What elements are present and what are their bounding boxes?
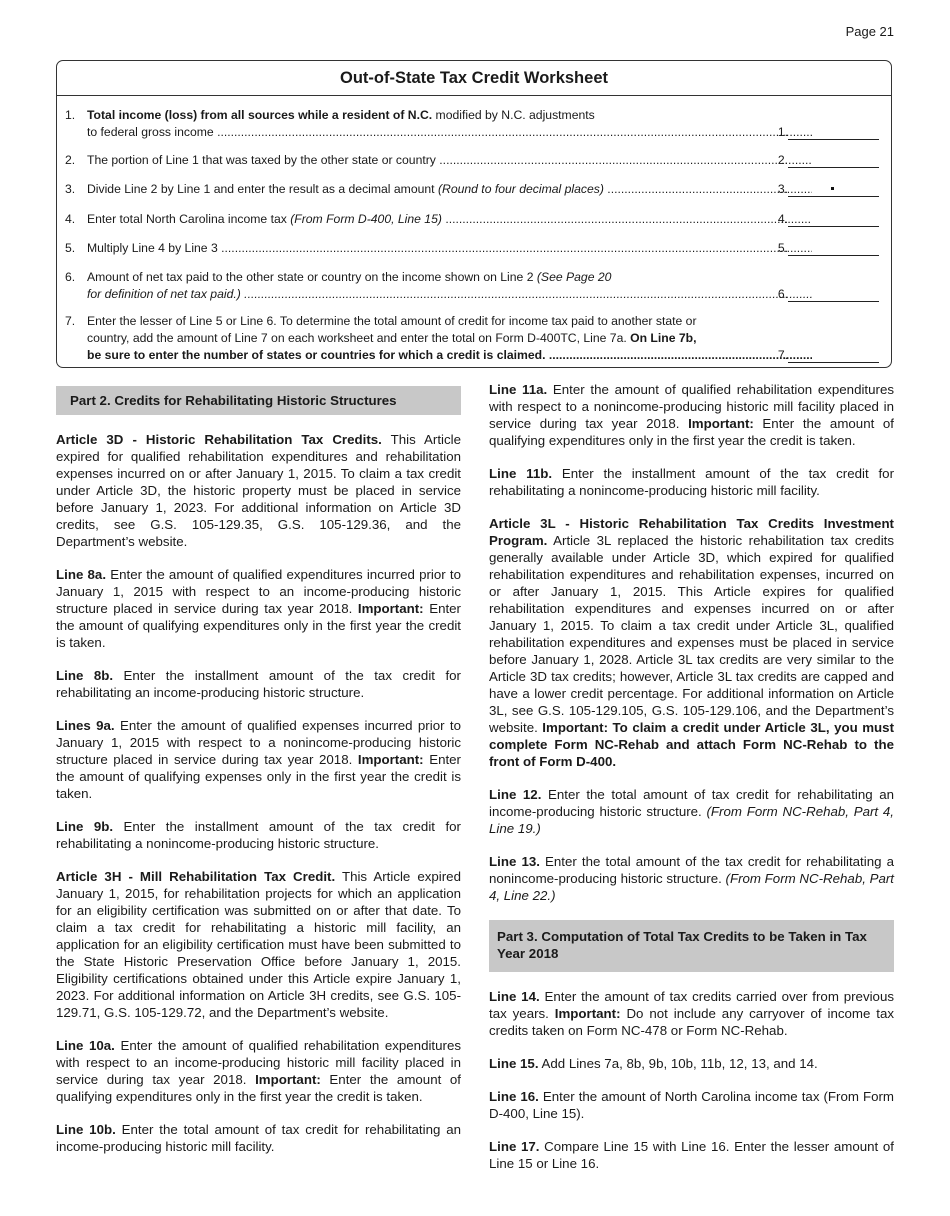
part-3-heading: Part 3. Computation of Total Tax Credits to be Taken in Tax Year 2018 — [489, 920, 894, 972]
line-text-italic: (Round to four decimal places) — [437, 182, 604, 196]
line-17-paragraph: Line 17. Compare Line 15 with Line 16. Enter the lesser amount of Line 15 or Line 16. — [489, 1139, 894, 1171]
line-number: 3. — [65, 182, 76, 196]
line-text: Amount of net tax paid to the other state or country on the income shown on Line 2 — [87, 270, 537, 284]
worksheet-title: Out-of-State Tax Credit Worksheet — [57, 61, 891, 96]
line-13-paragraph: Line 13. Enter the total amount of the tax credit for rehabilitating a nonincome-producing historic structure. (From Form NC-Rehab, Part 4, Line 22.) — [489, 854, 895, 903]
line-label: 3. — [777, 182, 788, 196]
line-text: Enter the lesser of Line 5 or Line 6. To determine the total amount of credit for income tax paid to another state or — [87, 314, 697, 328]
line-5-entry-field[interactable] — [788, 240, 879, 256]
decimal-point-marker — [831, 187, 834, 190]
line-number: 4. — [65, 212, 76, 226]
out-of-state-tax-credit-worksheet — [56, 60, 892, 368]
line-number: 5. — [65, 241, 76, 255]
line-10b-paragraph: Line 10b. Enter the total amount of tax credit for rehabilitating an income-producing historic mill facility. — [56, 1122, 462, 1154]
line-8a-paragraph: Line 8a. Enter the amount of qualified expenditures incurred prior to January 1, 2015 with respect to an income-producing historic structure placed in service during tax year 2018. Important: Enter the amount of qualifying expenditures only in the first year the credit is taken. — [56, 567, 461, 650]
line-2-entry-field[interactable] — [788, 152, 879, 168]
line-number: 6. — [65, 270, 76, 284]
line-6-entry-field[interactable] — [788, 286, 879, 302]
line-11a-paragraph: Line 11a. Enter the amount of qualified rehabilitation expenditures with respect to a nonincome-producing historic mill facility placed in service during tax year 2018. Important: Enter the amount of qualifying expenditures only in the first year the credit is taken. — [489, 382, 894, 448]
line-7-entry-field[interactable] — [788, 347, 879, 363]
line-label: 1. — [777, 125, 788, 139]
worksheet-line-6 — [57, 269, 891, 303]
worksheet-line-4 — [57, 211, 891, 228]
line-9a-paragraph: Lines 9a. Enter the amount of qualified expenses incurred prior to January 1, 2015 with respect to a nonincome-producing historic structure placed in service during tax year 2018. Important: Enter the amount of qualifying expenses only in the first year the credit is taken. — [56, 718, 461, 801]
line-text-b-bold: On Line 7b, — [630, 331, 697, 345]
line-16-paragraph: Line 16. Enter the amount of North Carolina income tax (From Form D-400, Line 15). — [489, 1089, 894, 1121]
line-text: Divide Line 2 by Line 1 and enter the result as a decimal amount — [87, 182, 438, 196]
line-8b-paragraph: Line 8b. Enter the installment amount of the tax credit for rehabilitating an income-producing historic structure. — [56, 668, 461, 700]
line-label: 5. — [777, 241, 788, 255]
left-column — [56, 386, 461, 1171]
worksheet-line-7 — [57, 313, 891, 364]
line-4-entry-field[interactable] — [788, 211, 879, 227]
line-number: 1. — [65, 108, 76, 122]
line-text-b: country, add the amount of Line 7 on each worksheet and enter the total on Form D-400TC, Line 7a. — [87, 331, 631, 345]
line-text: The portion of Line 1 that was taxed by the other state or country ..... — [87, 152, 812, 169]
article-3d-paragraph: Article 3D - Historic Rehabilitation Tax Credits. This Article expired for qualified rehabilitation expenditures and rehabilitation expenses incurred on or after January 1, 2015. To claim a tax credit under Article 3D, the historic property must be placed in service before January 1, 2023. For additional information on Article 3D credits, see G.S. 105-129.35, G.S. 105-129.36, and the Department’s website. — [56, 432, 461, 549]
line-text-cont: for definition of net tax paid.) ..... — [87, 286, 812, 303]
line-number: 2. — [65, 153, 76, 167]
worksheet-line-1 — [57, 107, 891, 141]
line-text: Multiply Line 4 by Line 3 ..... — [87, 240, 812, 257]
line-12-paragraph: Line 12. Enter the total amount of tax credit for rehabilitating an income-producing historic structure. (From Form NC-Rehab, Part 4, Line 19.) — [489, 787, 894, 836]
line-1-entry-field[interactable] — [788, 124, 879, 140]
line-15-paragraph: Line 15. Add Lines 7a, 8b, 9b, 10b, 11b, 12, 13, and 14. — [489, 1056, 818, 1071]
line-14-paragraph: Line 14. Enter the amount of tax credits carried over from previous tax years. Important: Do not include any carryover of income tax credits taken on Form NC-478 or Form NC-Rehab. — [489, 989, 894, 1038]
line-3-entry-field[interactable] — [788, 181, 879, 197]
line-number: 7. — [65, 314, 76, 328]
article-3l-paragraph: Article 3L - Historic Rehabilitation Tax Credits Investment Program. Article 3L replaced the historic rehabilitation tax credits generally available under Article 3D, which expired for qualified rehabilitation expenditures and rehabilitation expenses, incurred on or after January 1, 2015. This Article expires for qualified rehabilitation expenditures and expenses incurred on or after January 1, 2015. To claim a tax credit under Article 3L, qualified rehabilitation expenditures and expenses must be placed in service before January 1, 2028. Article 3L tax credits are very similar to the Article 3D tax credits; however, Article 3L tax credits are capped and have a lower credit percentage. For additional information on Article 3L, see G.S. 105-129.105, G.S. 105-129.106, and the Department’s website. Important: To claim a credit under Article 3L, you must complete Form NC-Rehab and attach Form NC-Rehab to the front of Form D-400. — [489, 516, 894, 769]
line-label: 2. — [777, 153, 788, 167]
line-9b-paragraph: Line 9b. Enter the installment amount of the tax credit for rehabilitating a nonincome-producing historic structure. — [56, 819, 461, 851]
part-2-heading: Part 2. Credits for Rehabilitating Historic Structures — [56, 386, 461, 415]
line-text — [87, 107, 812, 141]
page-number: Page 21 — [845, 24, 894, 39]
right-column — [489, 381, 894, 1188]
line-10a-paragraph: Line 10a. Enter the amount of qualified rehabilitation expenditures with respect to an income-producing historic mill facility placed in service during tax year 2018. Important: Enter the amount of qualifying expenditures only in the first year the credit is taken. — [56, 1038, 461, 1104]
line-text-italic: (From Form D-400, Line 15) — [290, 212, 442, 226]
worksheet-line-2 — [57, 152, 891, 169]
line-text-bold: Total income (loss) from all sources while a resident of N.C. — [87, 108, 433, 122]
line-text-rest: modified by N.C. adjustments — [432, 108, 595, 122]
line-text: Enter total North Carolina income tax — [87, 212, 291, 226]
line-text-italic: (See Page 20 — [536, 270, 612, 284]
worksheet-line-3 — [57, 181, 891, 198]
worksheet-line-5 — [57, 240, 891, 257]
article-3h-paragraph: Article 3H - Mill Rehabilitation Tax Credit. This Article expired January 1, 2015, for rehabilitation projects for which an application for an eligibility certification was submitted on or after that date. To claim a tax credit for rehabilitating a historic mill facility, an application for an eligibility certification must have been submitted to the State Historic Preservation Office before January 1, 2015. Eligibility certifications obtained under this Article expire January 1, 2023. For additional information on Article 3H credits, see G.S. 105-129.71, G.S. 105-129.72, and the Department’s website. — [56, 869, 461, 1020]
line-text-cont: to federal gross income ..... — [87, 124, 812, 141]
line-label: 6. — [777, 287, 788, 301]
line-label: 4. — [777, 212, 788, 226]
line-text-c-bold: be sure to enter the number of states or countries for which a credit is claimed. ..... — [87, 347, 812, 364]
line-11b-paragraph: Line 11b. Enter the installment amount of the tax credit for rehabilitating a nonincome-producing historic mill facility. — [489, 466, 894, 498]
line-label: 7. — [777, 348, 788, 362]
